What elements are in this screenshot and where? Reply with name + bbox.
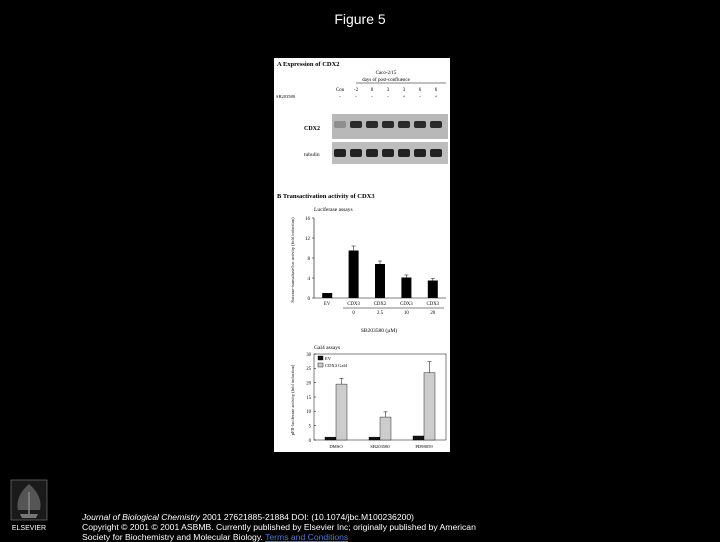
tubulin-band [382, 149, 394, 157]
tubulin-band [398, 149, 410, 157]
chart2-tick-label: 30 [306, 352, 311, 358]
lane-label: 0 [370, 88, 374, 93]
treatment-label: SB203580 [276, 94, 296, 99]
treatment-mark: - [387, 95, 389, 100]
chart2-category-label: PD98059 [415, 444, 433, 449]
panel-a-title: A Expression of CDX2 [277, 61, 340, 68]
chart1-dose-label: 2.5 [377, 311, 383, 316]
citation [82, 512, 702, 542]
chart1-tick-label: 4 [307, 276, 310, 282]
chart2-tick-label: 15 [306, 395, 311, 401]
chart2-legend-swatch [318, 363, 323, 367]
logo-text: ELSEVIER [11, 525, 47, 532]
chart1-bar [401, 278, 411, 299]
citation-journal: Journal of Biological Chemistry [82, 512, 200, 522]
citation-line-3 [82, 532, 702, 542]
panel-a-subheader: days of post-confluence [362, 78, 410, 83]
chart2-bar [424, 373, 435, 440]
chart2-tick-label: 20 [306, 381, 311, 387]
row-label-tubulin: tubulin [304, 152, 320, 158]
chart1-dose-label: 10 [404, 311, 409, 316]
terms-link[interactable]: Terms and Conditions [265, 532, 349, 542]
cdx2-band [414, 121, 426, 128]
chart2-bar [369, 437, 380, 440]
page-title: Figure 5 [334, 11, 386, 27]
chart2-title: Gal4 assays [314, 345, 341, 351]
cdx2-band [350, 121, 362, 128]
chart1-dose-label: 0 [352, 311, 355, 316]
chart2-category-label: SB203580 [370, 444, 390, 449]
treatment-mark: - [371, 95, 373, 100]
chart2-ylabel: pFR-luciferase activity (fold induction) [290, 364, 295, 436]
chart2-bar [413, 436, 424, 440]
tubulin-band [366, 149, 378, 157]
chart2-tick-label: 25 [306, 367, 311, 373]
lane-label: Con [335, 88, 345, 93]
treatment-mark: - [339, 95, 341, 100]
row-label-cdx2: CDX2 [304, 126, 320, 132]
elsevier-logo [8, 478, 50, 538]
chart1-bar [322, 293, 332, 298]
tubulin-band [414, 149, 426, 157]
citation-line-2: Copyright © 2001 © 2001 ASBMB. Currently published by Elsevier Inc; originally published by American [82, 522, 476, 532]
figure-image [274, 58, 450, 452]
chart1-dose-label: 20 [430, 311, 436, 316]
chart2-bar [380, 417, 391, 440]
chart1-subtitle: Luciferase assays [314, 207, 353, 213]
chart1-category-label: EV [323, 302, 331, 307]
tubulin-band [334, 149, 346, 157]
chart2-legend-label: CDX3 Gal4 [325, 363, 348, 368]
chart2-bar [336, 384, 347, 440]
chart2-legend-label: EV [325, 356, 332, 361]
chart1-bar [375, 264, 385, 298]
chart1-bar [349, 251, 359, 299]
chart1-category-label: CDX3 [347, 302, 360, 307]
lane-label: 3 [402, 88, 406, 93]
chart1-tick-label: 8 [307, 256, 310, 262]
lane-labels [336, 88, 438, 93]
chart1-category-label: CDX3 [426, 302, 440, 307]
treatment-mark: - [419, 95, 421, 100]
lane-label: 6 [434, 88, 438, 93]
chart1-tick-label: 12 [305, 236, 310, 242]
chart2-tick-label: 5 [308, 424, 311, 430]
treatment-mark: + [434, 95, 438, 100]
chart2-legend-swatch [318, 356, 323, 360]
cdx2-band [430, 121, 442, 128]
chart1-bar [428, 281, 438, 299]
lane-label: 6 [418, 88, 422, 93]
lane-label: 3 [386, 88, 390, 93]
treatment-mark: + [402, 95, 406, 100]
chart1-tick-label: 0 [307, 296, 310, 302]
cdx2-band [382, 121, 394, 128]
chart2-bar [325, 437, 336, 440]
chart1-tick-label: 16 [305, 216, 310, 222]
cdx2-band [398, 121, 410, 128]
chart1-category-label: CDX3 [400, 302, 413, 307]
chart2-category-label: DMSO [329, 444, 343, 449]
chart1-plot [305, 217, 446, 316]
chart2-tick-label: 10 [306, 410, 311, 416]
treatment-mark: - [355, 95, 357, 100]
chart2-plot [306, 353, 446, 449]
tubulin-band [350, 149, 362, 157]
chart2-tick-label: 0 [308, 438, 311, 444]
citation-society: Society for Biochemistry and Molecular Biology. [82, 532, 263, 542]
panel-a-cell-line: Caco-2/15 [375, 71, 397, 76]
chart1-title: B Transactivation activity of CDX3 [277, 193, 375, 200]
chart1-xlabel: SB203580 (µM) [360, 328, 398, 334]
chart1-ylabel: Sucrase-isomaltase/luc activity (fold induction) [290, 217, 295, 303]
citation-details: 2001 27621885-21884 DOI: (10.1074/jbc.M100236200) [199, 512, 415, 522]
citation-line-1 [82, 512, 702, 522]
tubulin-band [430, 149, 442, 157]
cdx2-band [366, 121, 378, 128]
lane-label: -2 [353, 88, 359, 93]
chart1-category-label: CDX2 [373, 302, 387, 307]
treatment-marks [339, 95, 437, 100]
cdx2-band [334, 121, 346, 128]
